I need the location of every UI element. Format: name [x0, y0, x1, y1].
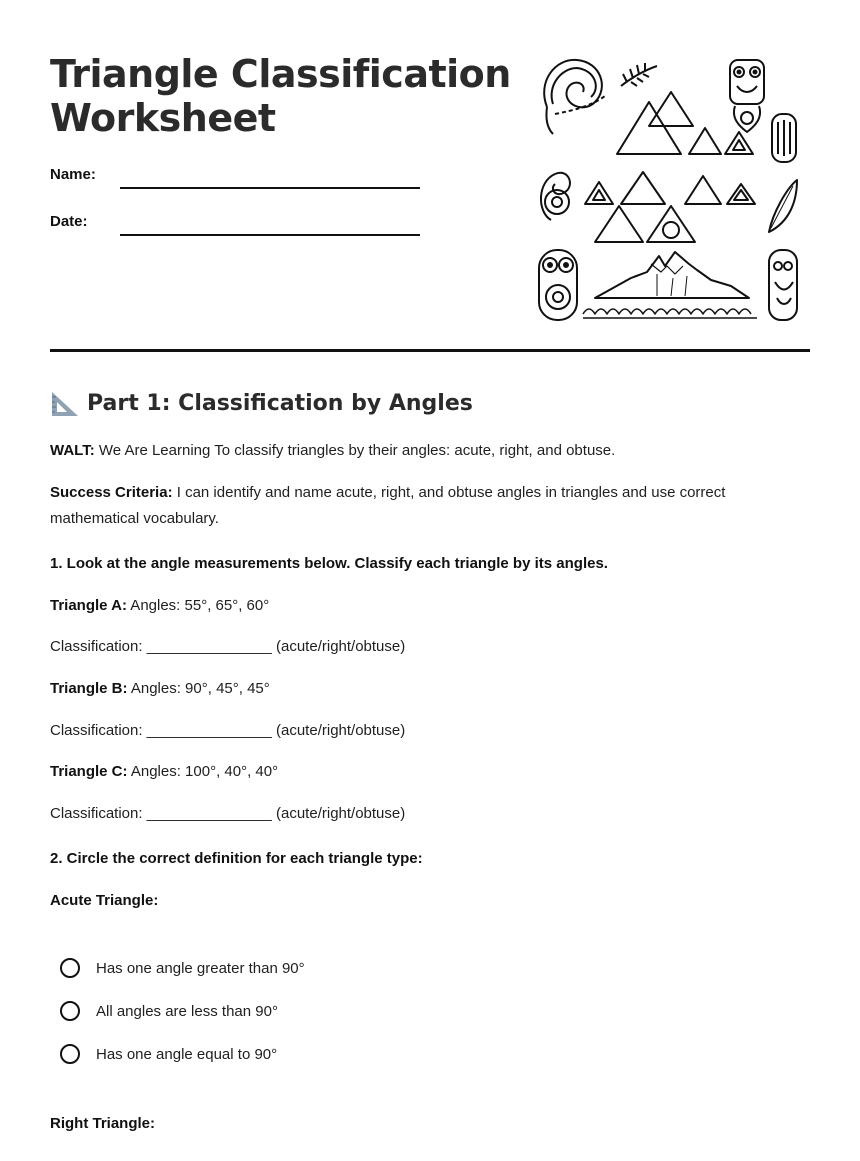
triangle-shape [593, 190, 605, 200]
walt-label: WALT: [50, 442, 95, 459]
koru-spiral-icon [541, 173, 570, 220]
circle-shape [663, 222, 679, 238]
question-1: 1. Look at the angle measurements below. Classify each triangle by its angles. [50, 555, 608, 572]
triangle-b-label: Triangle B: [50, 680, 128, 697]
triangle-shape [685, 176, 721, 204]
part1-title: Part 1: Classification by Angles [87, 390, 473, 416]
option-label: Has one angle greater than 90° [96, 959, 305, 977]
triangle-b-values: Angles: 90°, 45°, 45° [127, 680, 270, 697]
carving-icon [772, 114, 796, 162]
header-divider [50, 349, 810, 352]
radio-circle-icon[interactable] [60, 958, 80, 978]
name-field[interactable] [120, 187, 420, 189]
triangle-b-angles [50, 676, 810, 702]
acute-option-3[interactable] [60, 1044, 277, 1064]
worksheet-title [50, 52, 520, 140]
triangle-shape [689, 128, 721, 154]
triangle-c-classification[interactable]: Classification: _______________ (acute/right/obtuse) [50, 805, 406, 822]
triangle-shape [647, 206, 695, 242]
walt-text [50, 438, 810, 464]
date-field[interactable] [120, 234, 420, 236]
date-label: Date: [50, 213, 88, 230]
walt-body: We Are Learning To classify triangles by their angles: acute, right, and obtuse. [94, 442, 616, 459]
triangle-a-label: Triangle A: [50, 597, 127, 614]
triangle-shape [595, 206, 643, 242]
question-2: 2. Circle the correct definition for each triangle type: [50, 850, 423, 867]
option-label: All angles are less than 90° [96, 1002, 278, 1020]
success-criteria-text [50, 480, 810, 532]
feather-icon [769, 180, 797, 232]
title-line-2: Worksheet [50, 96, 276, 140]
triangle-b-classification[interactable]: Classification: _______________ (acute/right/obtuse) [50, 722, 406, 739]
tiki-figure-icon [730, 60, 764, 132]
triangle-shape [617, 102, 681, 154]
triangle-maori-illustration [535, 52, 800, 324]
koru-spiral-icon [544, 60, 605, 134]
acute-triangle-label: Acute Triangle: [50, 892, 159, 909]
carving-icon [769, 250, 797, 320]
name-label: Name: [50, 166, 96, 183]
tiki-face-icon [539, 250, 577, 320]
title-line-1: Triangle Classification [50, 52, 511, 96]
success-criteria-body: I can identify and name acute, right, and obtuse angles in triangles and use correct mathematical vocabulary. [50, 484, 726, 527]
triangle-a-values: Angles: 55°, 65°, 60° [126, 597, 270, 614]
success-criteria-label: Success Criteria: [50, 484, 173, 501]
triangle-shape [621, 172, 665, 204]
triangle-a-classification[interactable]: Classification: _______________ (acute/right/obtuse) [50, 638, 406, 655]
triangle-c-label: Triangle C: [50, 763, 128, 780]
radio-circle-icon[interactable] [60, 1001, 80, 1021]
triangle-shape [649, 92, 693, 126]
option-label: Has one angle equal to 90° [96, 1045, 278, 1063]
right-triangle-label: Right Triangle: [50, 1115, 155, 1132]
radio-circle-icon[interactable] [60, 1044, 80, 1064]
triangle-c-values: Angles: 100°, 40°, 40° [127, 763, 279, 780]
part1-heading [50, 388, 473, 418]
acute-option-2[interactable] [60, 1001, 278, 1021]
set-square-icon [50, 388, 80, 418]
acute-option-1[interactable] [60, 958, 305, 978]
triangle-a-angles [50, 593, 810, 619]
triangle-shape [733, 140, 745, 150]
triangle-c-angles [50, 759, 810, 785]
mountain-icon [595, 252, 749, 298]
fern-icon [621, 63, 657, 86]
wave-pattern-icon [583, 309, 757, 318]
